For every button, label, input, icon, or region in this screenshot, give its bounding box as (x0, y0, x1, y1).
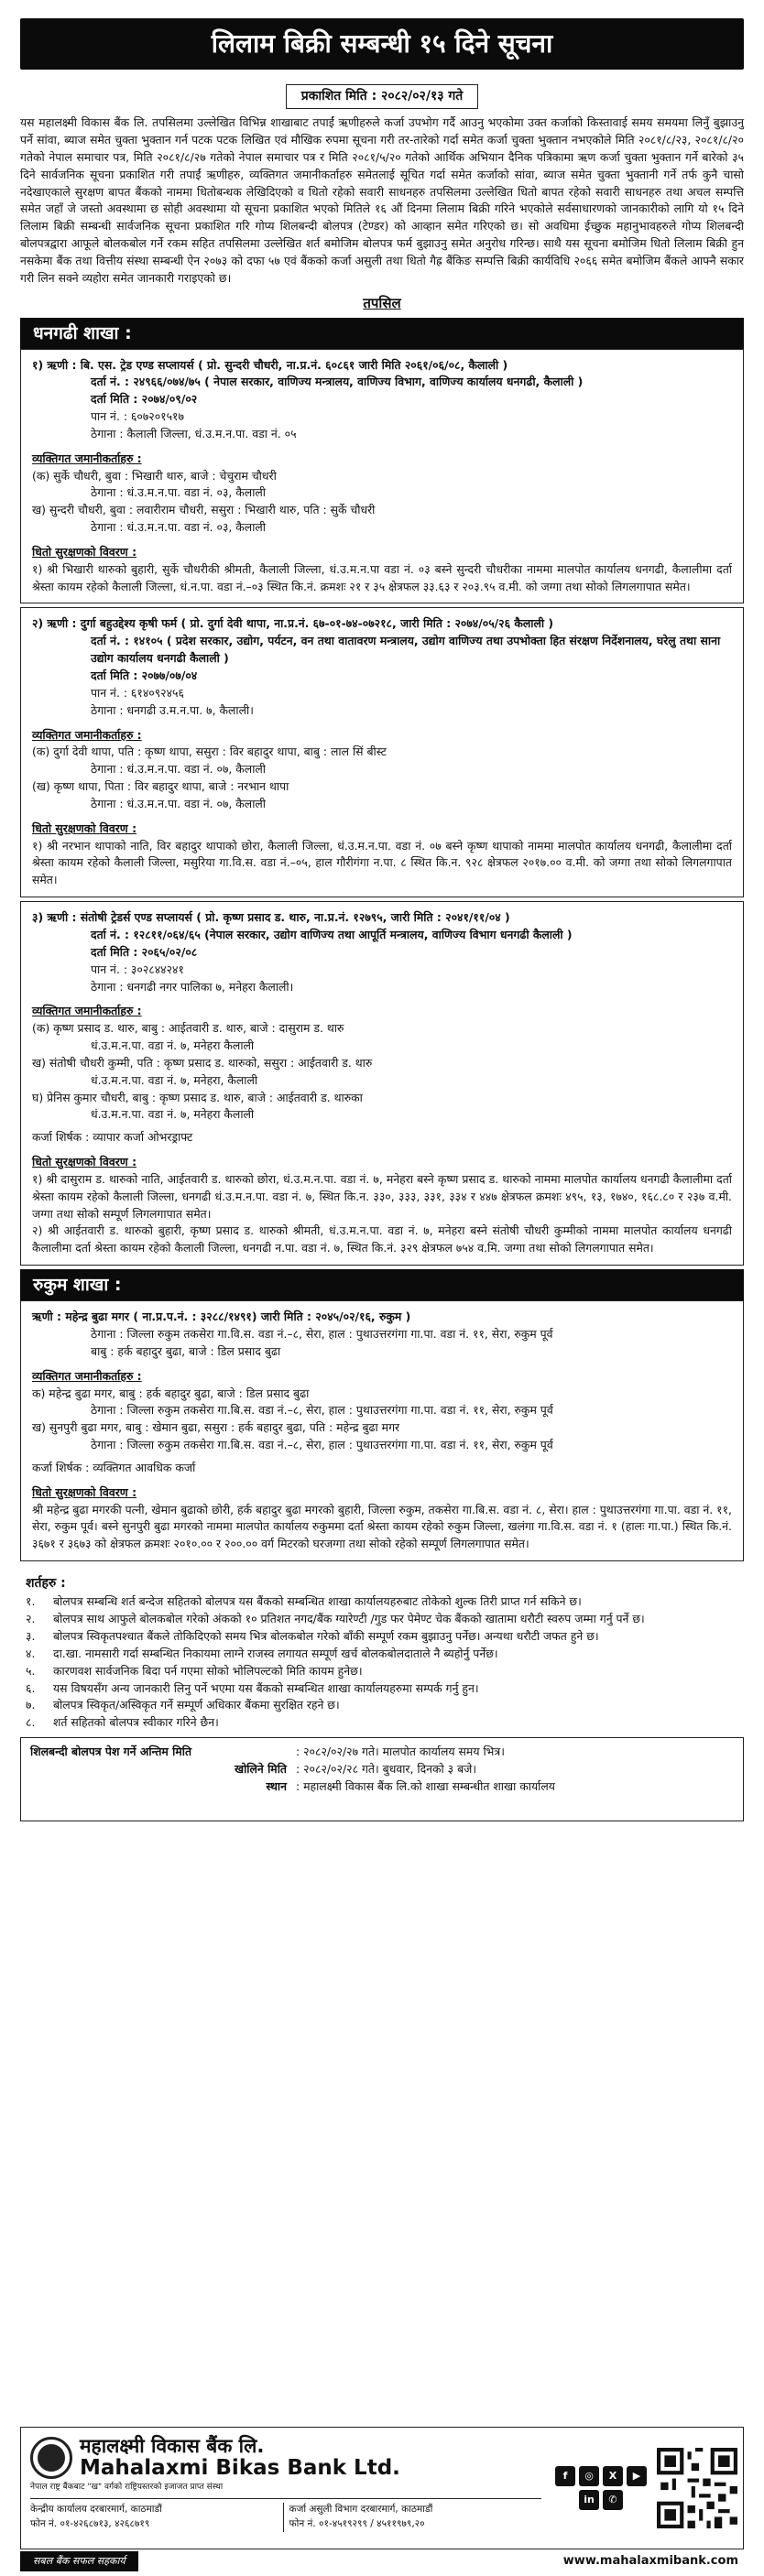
guarantor-line: ठेगाना : धं.उ.म.न.पा. वडा नं. ०७, कैलाली (91, 762, 267, 777)
guarantor-line: धं.उ.म.न.पा. वडा नं. ७, मनेहरा कैलाली (91, 1038, 255, 1053)
notice-title: लिलाम बिक्री सम्बन्धी १५ दिने सूचना (20, 18, 744, 70)
qr-code (651, 2428, 743, 2549)
opening-value: : २०८२/०२/२८ गते। बुधवार, दिनको ३ बजे। (296, 1761, 477, 1776)
guarantor-line: घ) प्रेनिस कुमार चौधरी, बाबु : कृष्ण प्रसाद ड. थारु, बाजे : आईतवारी ड. थारुका (32, 1090, 363, 1104)
guarantors-title: व्यक्तिगत जमानीकर्ताहरु : (32, 451, 142, 465)
guarantor-line: (क) सुर्के चौधरी, बुवा : भिखारी थारु, बाजे : चेचुराम चौधरी (32, 468, 277, 483)
borrower-address: ठेगाना : धनगढी नगर पालिका ७, मनेहरा कैलाली। (91, 979, 294, 994)
borrower-address: ठेगाना : कैलाली जिल्ला, धं.उ.म.न.पा. वडा नं. ०५ (91, 426, 297, 440)
guarantor-line: ठेगाना : धं.उ.म.न.पा. वडा नं. ०३, कैलाली (91, 485, 267, 500)
guarantor-line: (क) दुर्गा देवी थापा, पति : कृष्ण थापा, ससुरा : विर बहादुर थापा, बाबु : लाल सिं बीस्ट (32, 745, 387, 759)
credit-office-phone: फोन नं. ०१-४५१९२९९ / ४५११९७९,२० (289, 2518, 425, 2530)
credit-office-address: कर्जा असुली विभाग दरबारमार्ग, काठमाडौं (289, 2504, 433, 2516)
website-link[interactable]: www.mahalaxmibank.com (562, 2554, 738, 2569)
security-title: धितो सुरक्षणको विवरण : (32, 1484, 137, 1499)
registration-number: दर्ता नं. : १२८११/०६४/६५ (नेपाल सरकार, उद्योग वाणिज्य तथा आपूर्ति मन्त्रालय, वाणिज्य विभाग धनगढी कैलाली ) (91, 927, 573, 941)
branch-title: धनगढी शाखा : (20, 318, 744, 349)
linkedin-icon[interactable]: in (579, 2490, 599, 2510)
pan-number: पान नं. : ६१४०९२४५६ (91, 685, 184, 700)
security-item: श्री महेन्द्र बुढा मगरकी पत्नी, खेमान बुढाको छोरी, हर्क बहादुर बुढा मगरको बुहारी, जिल्ला रुकुम, तकसेरा गा.बि.स. वडा नं. ८, सेरा। हाल : पुथाउत्तरगंगा गा.पा. वडा नं. ११, सेरा, रुकुम पूर्व। बस्ने सुनपुरी बुढा मगरको नाममा मालपोत कार्यालय रुकुममा दर्ता श्रेस्ता कायम रहेको रुकुम जिल्ला, खलंगा गा.वि.स. वडा नं. १ (हालः गा.पा.) स्थित कि.नं. ३६७१ र ३६७३ को क्षेत्रफल क्रमशः २०१०.०० र २००.०० वर्ग मिटरको घरजग्गा तथा सोको रहेको सम्पूर्ण लिगलगापात समेत। (32, 1502, 732, 1551)
location-row (30, 1778, 734, 1796)
security-title: धितो सुरक्षणको विवरण : (32, 544, 137, 559)
opening-row (30, 1761, 734, 1778)
branches-container (20, 318, 744, 1562)
bank-footer (20, 2427, 744, 2549)
guarantor-line: ख) संतोषी चौधरी कुम्मी, पति : कृष्ण प्रसाद ड. थारुको, ससुरा : आईतवारी ड. थारु (32, 1055, 373, 1070)
guarantor-line: धं.उ.म.न.पा. वडा नं. ७, मनेहरा, कैलाली (91, 1072, 258, 1087)
condition-number: ३. (26, 1629, 36, 1644)
guarantor-line: ठेगाना : जिल्ला रुकुम तकसेरा गा.बि.स. वडा नं.–८, सेरा, हाल : पुथाउत्तरगंगा गा.पा. वडा नं. ११, सेरा, रुकुम पूर्व (91, 1403, 553, 1418)
details-heading: तपसिल (363, 294, 401, 311)
condition-item (26, 1593, 740, 1611)
borrower-entry (20, 349, 744, 604)
intro-paragraph: यस महालक्ष्मी विकास बैंक लि. तपसिलमा उल्लेखित विभिन्न शाखाबाट तपाईं ऋणीहरुले कर्जा उपभोग गर्दै आउनु भएकोमा उक्त कर्जाको किस्तावाई समय समयमा लिनुँ बुझाउनु पर्ने सांवा, ब्याज समेत चुक्ता भुक्तान गर्न पटक पटक लिखित एवं मौखिक रुपमा सूचना गरी तर-तारेको गर्दा समेत कर्जा चुक्ता भुक्तान नभएकोले मिति २०८१/८/२३, २०८१/८/२० गतेको नेपाल समाचार पत्र, मिति २०८१/८/२७ गतेको नेपाल समाचार पत्र र मिति २०८१/५/२० गतेको आर्थिक अभियान दैनिक पत्रिकामा ऋण कर्जा चुक्ता भुक्तान गर्ने बारेको ३५ दिने सार्वजनिक सूचना प्रकाशित गरी तपाईं ऋणीहरु, व्यक्तिगत जमानीकर्ताहरु समेतलाई सूचित गर्दा समेत कर्जाको सांवा, ब्याज समेत चुक्ता भुक्तानी गर्ने तर्फ कुनै चासो नदेखाएकाले सुरक्षण बापत बैंकको नाममा धितोबन्धक लेखिदिएको व धितो रहेको सवारी साधनहरु तपसिलमा उल्लेखित धितो बापत रहेको सवारी साधनहरु तथा अचल सम्पत्ति समेत जहाँ जे जस्तो अवस्थामा छ सोही अवस्थामा यो सूचना प्रकाशित भएको मितिले १६ औं दिनमा लिलाम बिक्री गरिने भएकोले सर्वसाधारणको जानकारीको लागि यो १५ दिने लिलाम बिक्री सम्बन्धी सार्वजनिक सूचना प्रकाशित गरि गोप्य शिलबन्दी बोलपत्र (टेण्डर) को आव्हान समेत गरिएको छ। सो अवधिमा ईच्छुक महानुभावहरुले गोप्य शिलबन्दी बोलपत्रद्वारा आफूले बोलकबोल गर्ने रकम सहित तपसिलमा उल्लेखित शर्त बमोजिम बोलपत्र फर्म बुझाउनु समेत अनुरोध गरिन्छ। साथै यस सूचना बमोजिम धितो लिलाम बिक्री हुन नसकेमा बैंक तथा वित्तीय संस्था सम्बन्धी ऐन २०७३ को दफा ५७ एवं बैंकको कर्जा असुली तथा धितो गैह्र बैंकिङ सम्पत्ति बिक्री कार्यविधि २०६६ समेत बमोजिम बैंकले आफ्नै सकार गरी लिन सक्ने व्यहोरा समेत जानकारी गराइएको छ। (20, 115, 744, 285)
security-item: २) श्री आईतवारी ड. थारुको बुहारी, कृष्ण प्रसाद ड. थारुको श्रीमती, धं.उ.म.न.पा. वडा नं. ७, मनेहरा बस्ने संतोषी चौधरी कुम्मीको नाममा मालपोत कार्यालय धनगढी कैलालीमा दर्ता श्रेस्ता कायम रहेको कैलाली जिल्ला, धनगढी न.पा. वडा नं. ७, स्थित कि.नं. ३२९ क्षेत्रफल ७५४ व.मि. जग्गा तथा सोको लिगलगापात समेत। (32, 1223, 732, 1255)
credit-office (283, 2503, 542, 2532)
condition-item (26, 1646, 740, 1663)
condition-number: १. (26, 1594, 36, 1609)
youtube-icon[interactable]: ▶ (627, 2466, 647, 2486)
deadline-box (20, 1737, 744, 1821)
borrower-name: २) ऋणी : दुर्गा बहुउद्देश्य कृषी फर्म ( प्रो. दुर्गा देवी थापा, ना.प्र.नं. ६७-०१-७४-०७२१८, जारी मिति : २०७४/०५/२६ कैलाली ) (32, 616, 554, 631)
opening-label: खोलिने मिति (234, 1761, 287, 1776)
condition-text: बोलपत्र स्विकृतपश्चात बैंकले तोकिदिएको समय भित्र बोलकबोल गरेको बाँकी सम्पूर्ण रकम बुझाउनु पर्नेछ। अन्यथा धरौटी जफत हुने छ। (53, 1629, 599, 1644)
registration-date: दर्ता मिति : २०७४/०९/०२ (91, 392, 198, 407)
security-item: १) श्री भिखारी थारुको बुहारी, सुर्के चौधरीकी श्रीमती, कैलाली जिल्ला, धं.उ.म.न.पा वडा नं. ०३ बस्ने सुन्दरी चौधरीका नाममा मालपोत कार्यालय धनगढी, कैलालीमा दर्ता श्रेस्ता कायम रहेको कैलाली जिल्ला, धं.न.पा. वडा नं.–०३ स्थित कि.नं. क्रमशः २१ र ३५ क्षेत्रफल ३३.६३ र २०३.९५ व.मी. को जग्गा तथा सोको लिगलगापात समेत। (32, 561, 732, 593)
guarantors-title: व्यक्तिगत जमानीकर्ताहरु : (32, 1368, 142, 1383)
conditions-list (26, 1593, 740, 1732)
guarantor-line: ख) सुन्दरी चौधरी, बुवा : लवारीराम चौधरी, ससुरा : भिखारी थारु, पति : सुर्के चौधरी (32, 503, 376, 517)
guarantor-line: ठेगाना : धं.उ.म.न.पा. वडा नं. ०३, कैलाली (91, 520, 267, 535)
facebook-icon[interactable]: f (555, 2466, 575, 2486)
condition-text: यस विषयसँग अन्य जानकारी लिनु पर्ने भएमा यस बैंकको सम्बन्धित शाखा कार्यालयहरुमा सम्पर्क गर्नु हुन। (53, 1680, 479, 1695)
guarantor-line: (ख) कृष्ण थापा, पिता : विर बहादुर थापा, बाजे : नरभान थापा (32, 779, 289, 794)
guarantor-line: (क) कृष्ण प्रसाद ड. थारु, बाबु : आईतवारी ड. थारु, बाजे : दासुराम ड. थारु (32, 1021, 344, 1036)
instagram-icon[interactable]: ◎ (579, 2466, 599, 2486)
social-links (551, 2428, 651, 2549)
guarantor-line: धं.उ.म.न.पा. वडा नं. ७, मनेहरा कैलाली (91, 1107, 255, 1122)
condition-text: दा.खा. नामसारी गर्दा सम्बन्धित निकायमा लाग्ने राजस्व लगायत सम्पूर्ण खर्च बोलकबोलदाताले नै ब्यहोर्नु पर्नेछ। (53, 1646, 498, 1660)
borrower-entry (20, 1300, 744, 1561)
condition-number: २. (26, 1612, 36, 1626)
bank-name-english: Mahalaxmi Bikas Bank Ltd. (80, 2456, 400, 2481)
bank-slogan: सबल बैंक सफल सहकार्य (20, 2551, 138, 2572)
condition-text: बोलपत्र सम्बन्धि शर्त बन्देज सहितको बोलपत्र यस बैंकको सम्बन्धित शाखा कार्यालयहरुबाट तोकेको शुल्क तिरी प्राप्त गर्न सकिने छ। (53, 1594, 582, 1609)
condition-number: ४. (26, 1646, 36, 1660)
x-icon[interactable]: X (603, 2466, 623, 2486)
borrower-entry (20, 901, 744, 1266)
bank-logo-icon (30, 2437, 72, 2479)
pan-number: पान नं. : ६०७२०१५१७ (91, 409, 184, 424)
borrower-address: ठेगाना : जिल्ला रुकुम तकसेरा गा.वि.स. वडा नं.–८, सेरा, हाल : पुथाउत्तरगंगा गा.पा. वडा नं. ११, सेरा, रुकुम पूर्व (91, 1327, 553, 1341)
borrower-name: ऋणी : महेन्द्र बुढा मगर ( ना.प्र.प.नं. : ३२८८/१४९१) जारी मिति : २०४५/०२/१६, रुकुम ) (32, 1310, 411, 1324)
deadline-value: : २०८२/०२/२७ गते। मालपोत कार्यालय समय भित्र। (296, 1745, 505, 1759)
conditions-title: शर्तहरु : (26, 1576, 66, 1592)
condition-text: कारणवश सार्वजनिक बिदा पर्न गएमा सोको भोलिपल्टको मिति कायम हुनेछ। (53, 1663, 363, 1678)
condition-item (26, 1663, 740, 1680)
guarantor-line: ठेगाना : धं.उ.म.न.पा. वडा नं. ०७, कैलाली (91, 796, 267, 810)
guarantor-line: ठेगाना : जिल्ला रुकुम तकसेरा गा.बि.स. वडा नं.–८, सेरा, हाल : पुथाउत्तरगंगा गा.पा. वडा नं. ११, सेरा, रुकुम पूर्व (91, 1438, 553, 1452)
condition-item (26, 1628, 740, 1646)
conditions-section (20, 1571, 744, 1732)
condition-text: बोलपत्र स्विकृत/अस्विकृत गर्ने सम्पूर्ण अधिकार बैंकमा सुरक्षित रहने छ। (53, 1698, 340, 1712)
loan-type: कर्जा शिर्षक : व्यक्तिगत आवधिक कर्जा (32, 1460, 196, 1474)
borrower-name: १) ऋणी : बि. एस. ट्रेड एण्ड सप्लायर्स ( प्रो. सुन्दरी चौधरी, ना.प्र.नं. ६०८६१ जारी मिति २०६१/०६/०८, कैलाली ) (32, 357, 508, 372)
condition-item (26, 1697, 740, 1714)
pan-number: पान नं. : ३०२८४४२४१ (91, 962, 184, 976)
registration-date: दर्ता मिति : २०७७/०७/०४ (91, 668, 198, 682)
borrower-entry (20, 607, 744, 897)
loan-type: कर्जा शिर्षक : व्यापार कर्जा ओभरड्राफ्ट (32, 1130, 193, 1145)
condition-number: ७. (26, 1698, 36, 1712)
borrower-address: ठेगाना : धनगढी उ.म.न.पा. ७, कैलाली। (91, 702, 254, 717)
location-value: : महालक्ष्मी विकास बैंक लि.को शाखा सम्बन्धीत शाखा कार्यालय (296, 1778, 555, 1793)
registration-number: दर्ता नं. : १४१०५ ( प्रदेश सरकार, उद्योग, पर्यटन, वन तथा वातावरण मन्त्रालय, उद्योग वाणिज्य तथा उपभोक्ता हित संरक्षण निर्देशनालय, घरेलु तथा साना उद्योग कार्यालय धनगढी कैलाली ) (91, 634, 721, 666)
security-item: १) श्री नरभान थापाको नाति, विर बहादुर थापाको छोरा, कैलाली जिल्ला, धं.उ.म.न.पा. वडा नं. ०७ बस्ने कृष्ण थापाको नाममा मालपोत कार्यालय धनगढी, कैलालीमा दर्ता श्रेस्ता कायम रहेको कैलाली जिल्ला, मसुरिया गा.वि.स. वडा नं.–०५, हाल गौरीगंगा न.पा. ८ स्थित कि.न. ९२८ क्षेत्रफल २०१७.०० व.मी. को जग्गा तथा सोको लिगलगापात समेत। (32, 838, 732, 887)
guarantors-title: व्यक्तिगत जमानीकर्ताहरु : (32, 727, 142, 742)
bank-name-nepali: महालक्ष्मी विकास बैंक लि. (80, 2435, 265, 2457)
condition-item (26, 1714, 740, 1732)
bank-tagline: नेपाल राष्ट्र बैंकबाट "ख" वर्गको राष्ट्रियस्तरको इजाजत प्राप्त संस्था (30, 2482, 541, 2499)
security-item: १) श्री दासुराम ड. थारुको नाति, आईतवारी ड. थारुको छोरा, धं.उ.म.न.पा. वडा नं. ७, मनेहरा बस्ने कृष्ण प्रसाद ड. थारुको नाममा मालपोत कार्यालय धनगढी कैलालीमा दर्ता श्रेस्ता कायम रहेको कैलाली जिल्ला, धनगढी धं.उ.म.न.पा. वडा नं. ७, स्थित कि.न. ३३०, ३३३, ३३१, ३३४ र ४४७ क्षेत्रफल क्रमशः ४९५, १३, १७४०, १६८.८० र २३७ व.मी. जग्गा तथा सोको सम्पूर्ण लिगलगापात समेत। (32, 1171, 733, 1221)
registration-number: दर्ता नं. : २४९६६/०७४/७५ ( नेपाल सरकार, वाणिज्य मन्त्रालय, वाणिज्य विभाग, वाणिज्य कार्यालय धनगढी, कैलाली ) (91, 375, 584, 389)
central-office (30, 2503, 283, 2532)
publish-date: प्रकाशित मिति : २०८२/०२/१३ गते (286, 84, 479, 109)
borrower-name: ३) ऋणी : संतोषी ट्रेडर्स एण्ड सप्लायर्स ( प्रो. कृष्ण प्रसाद ड. थारु, ना.प्र.नं. १२७९५, जारी मिति : २०४१/११/०४ ) (32, 910, 510, 925)
guarantor-line: ख) सुनपुरी बुढा मगर, बाबु : खेमान बुढा, ससुरा : हर्क बहादुर बुढा, पति : महेन्द्र बुढा मगर (32, 1420, 400, 1435)
condition-number: ८. (26, 1715, 36, 1730)
central-office-phone: फोन नं. ०१-४२६८७१३, ४२६८७१९ (30, 2518, 150, 2530)
security-title: धितो सुरक्षणको विवरण : (32, 821, 137, 835)
condition-item (26, 1680, 740, 1698)
borrower-family: बाबु : हर्क बहादुर बुढा, बाजे : डिल प्रसाद बुढा (91, 1343, 281, 1358)
condition-text: बोलपत्र साथ आफुले बोलकबोल गरेको अंकको १० प्रतिशत नगद/बैंक ग्यारेण्टी /गुड फर पेमेण्ट चेक बैंकको खातामा धरौटी स्वरुप जम्मा गर्नु पर्ने छ। (53, 1612, 645, 1626)
security-title: धितो सुरक्षणको विवरण : (32, 1155, 137, 1169)
guarantor-line: क) महेन्द्र बुढा मगर, बाबु : हर्क बहादुर बुढा, बाजे : डिल प्रसाद बुढा (32, 1386, 310, 1400)
condition-item (26, 1611, 740, 1628)
location-label: स्थान (266, 1778, 287, 1793)
guarantors-title: व्यक्तिगत जमानीकर्ताहरु : (32, 1004, 142, 1018)
deadline-row (30, 1744, 734, 1761)
qr-code-icon (657, 2448, 737, 2528)
branch-title: रुकुम शाखा : (20, 1269, 744, 1300)
central-office-address: केन्द्रीय कार्यालय दरबारमार्ग, काठमाडौं (30, 2504, 162, 2516)
deadline-label: शिलबन्दी बोलपत्र पेश गर्ने अन्तिम मिति (30, 1745, 192, 1759)
registration-date: दर्ता मिति : २०६५/०२/०८ (91, 944, 198, 959)
condition-number: ६. (26, 1680, 36, 1695)
condition-number: ५. (26, 1663, 36, 1678)
viber-icon[interactable]: ✆ (603, 2490, 623, 2510)
condition-text: शर्त सहितको बोलपत्र स्वीकार गरिने छैन। (53, 1715, 219, 1730)
